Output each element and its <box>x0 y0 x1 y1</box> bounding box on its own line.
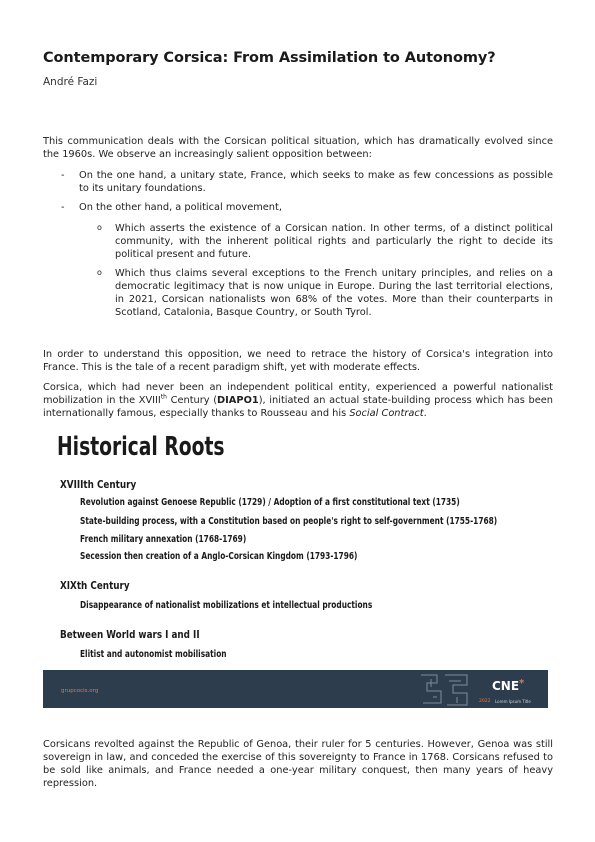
circle-bullet: o <box>97 268 102 277</box>
book-title: Social Contract <box>349 408 424 419</box>
cne-logo: CNE* <box>492 678 525 693</box>
section-heading: XVIIIth Century <box>60 478 137 491</box>
section-heading: XIXth Century <box>60 579 130 592</box>
section-item: Elitist and autonomist mobilisation <box>80 649 227 660</box>
list-item <box>61 201 553 214</box>
section-item: Revolution against Genoese Republic (1729) / Adoption of a first constitutional text (1735) <box>80 497 460 508</box>
slide-title: Historical Roots <box>57 432 225 462</box>
sub-list-item <box>97 267 553 319</box>
section-item: Secession then creation of a Anglo-Corsican Kingdom (1793-1796) <box>80 551 358 562</box>
paragraph-nationalism: Corsica, which had never been an independent political entity, experienced a powerful nationalist mobilization in the XVIIIth Century (DIAPO1), initiated an actual state-building process which has been internationally famous, especially thanks to Rousseau and his Social Contract. <box>43 382 553 419</box>
author-name: André Fazi <box>43 76 98 88</box>
logo-subtitle: Lorem Ipsum Title <box>495 699 531 704</box>
logo-year: 2022 <box>479 699 491 704</box>
footer-url: grupcocis.org <box>61 688 99 694</box>
paragraph-genoa: Corsicans revolted against the Republic of Genoa, their ruler for 5 centuries. However, Genoa was still sovereign in law, and conceded the exercise of this sovereignty to France in 1768. Corsicans refused to be sold like animals, and France needed a one-year military conquest, then many years of heavy repression. <box>43 739 553 789</box>
sub-list-item-text: Which thus claims several exceptions to the French unitary principles, and relies on a democratic legitimacy that is now unique in Europe. During the last territorial elections, in 2021, Corsican nationalists won 68% of the votes. More than their counterparts in Scotland, Catalonia, Basque Country, or South Tyrol. <box>115 268 553 318</box>
circle-bullet: o <box>97 223 102 232</box>
section-item: Disappearance of nationalist mobilizations et intellectual productions <box>80 600 373 611</box>
slide-image <box>43 430 548 710</box>
star-icon: * <box>519 678 525 689</box>
maze-pattern-icon <box>419 673 471 707</box>
paragraph-history: In order to understand this opposition, we need to retrace the history of Corsica's integration into France. This is the tale of a recent paradigm shift, yet with moderate effects. <box>43 349 553 373</box>
slide-reference: DIAPO1 <box>217 395 259 406</box>
document-title: Contemporary Corsica: From Assimilation to Autonomy? <box>43 50 496 66</box>
dash-bullet: - <box>61 202 65 213</box>
intro-paragraph: This communication deals with the Corsican political situation, which has dramatically evolved since the 1960s. We observe an increasingly salient opposition between: <box>43 136 553 160</box>
slide-footer-bar <box>43 670 548 708</box>
dash-bullet: - <box>61 170 65 181</box>
section-item: State-building process, with a Constitution based on people's right to self-government (1755-1768) <box>80 516 498 527</box>
list-item-text: On the other hand, a political movement, <box>79 202 282 213</box>
list-item <box>61 169 553 195</box>
sub-list-item-text: Which asserts the existence of a Corsican nation. In other terms, of a distinct political community, with the inherent political rights and particularly the right to decide its political present and future. <box>115 223 553 260</box>
sub-list-item <box>97 222 553 261</box>
section-item: French military annexation (1768-1769) <box>80 534 247 545</box>
section-heading: Between World wars I and II <box>60 628 200 641</box>
list-item-text: On the one hand, a unitary state, France, which seeks to make as few concessions as possible to its unitary foundations. <box>79 170 553 194</box>
